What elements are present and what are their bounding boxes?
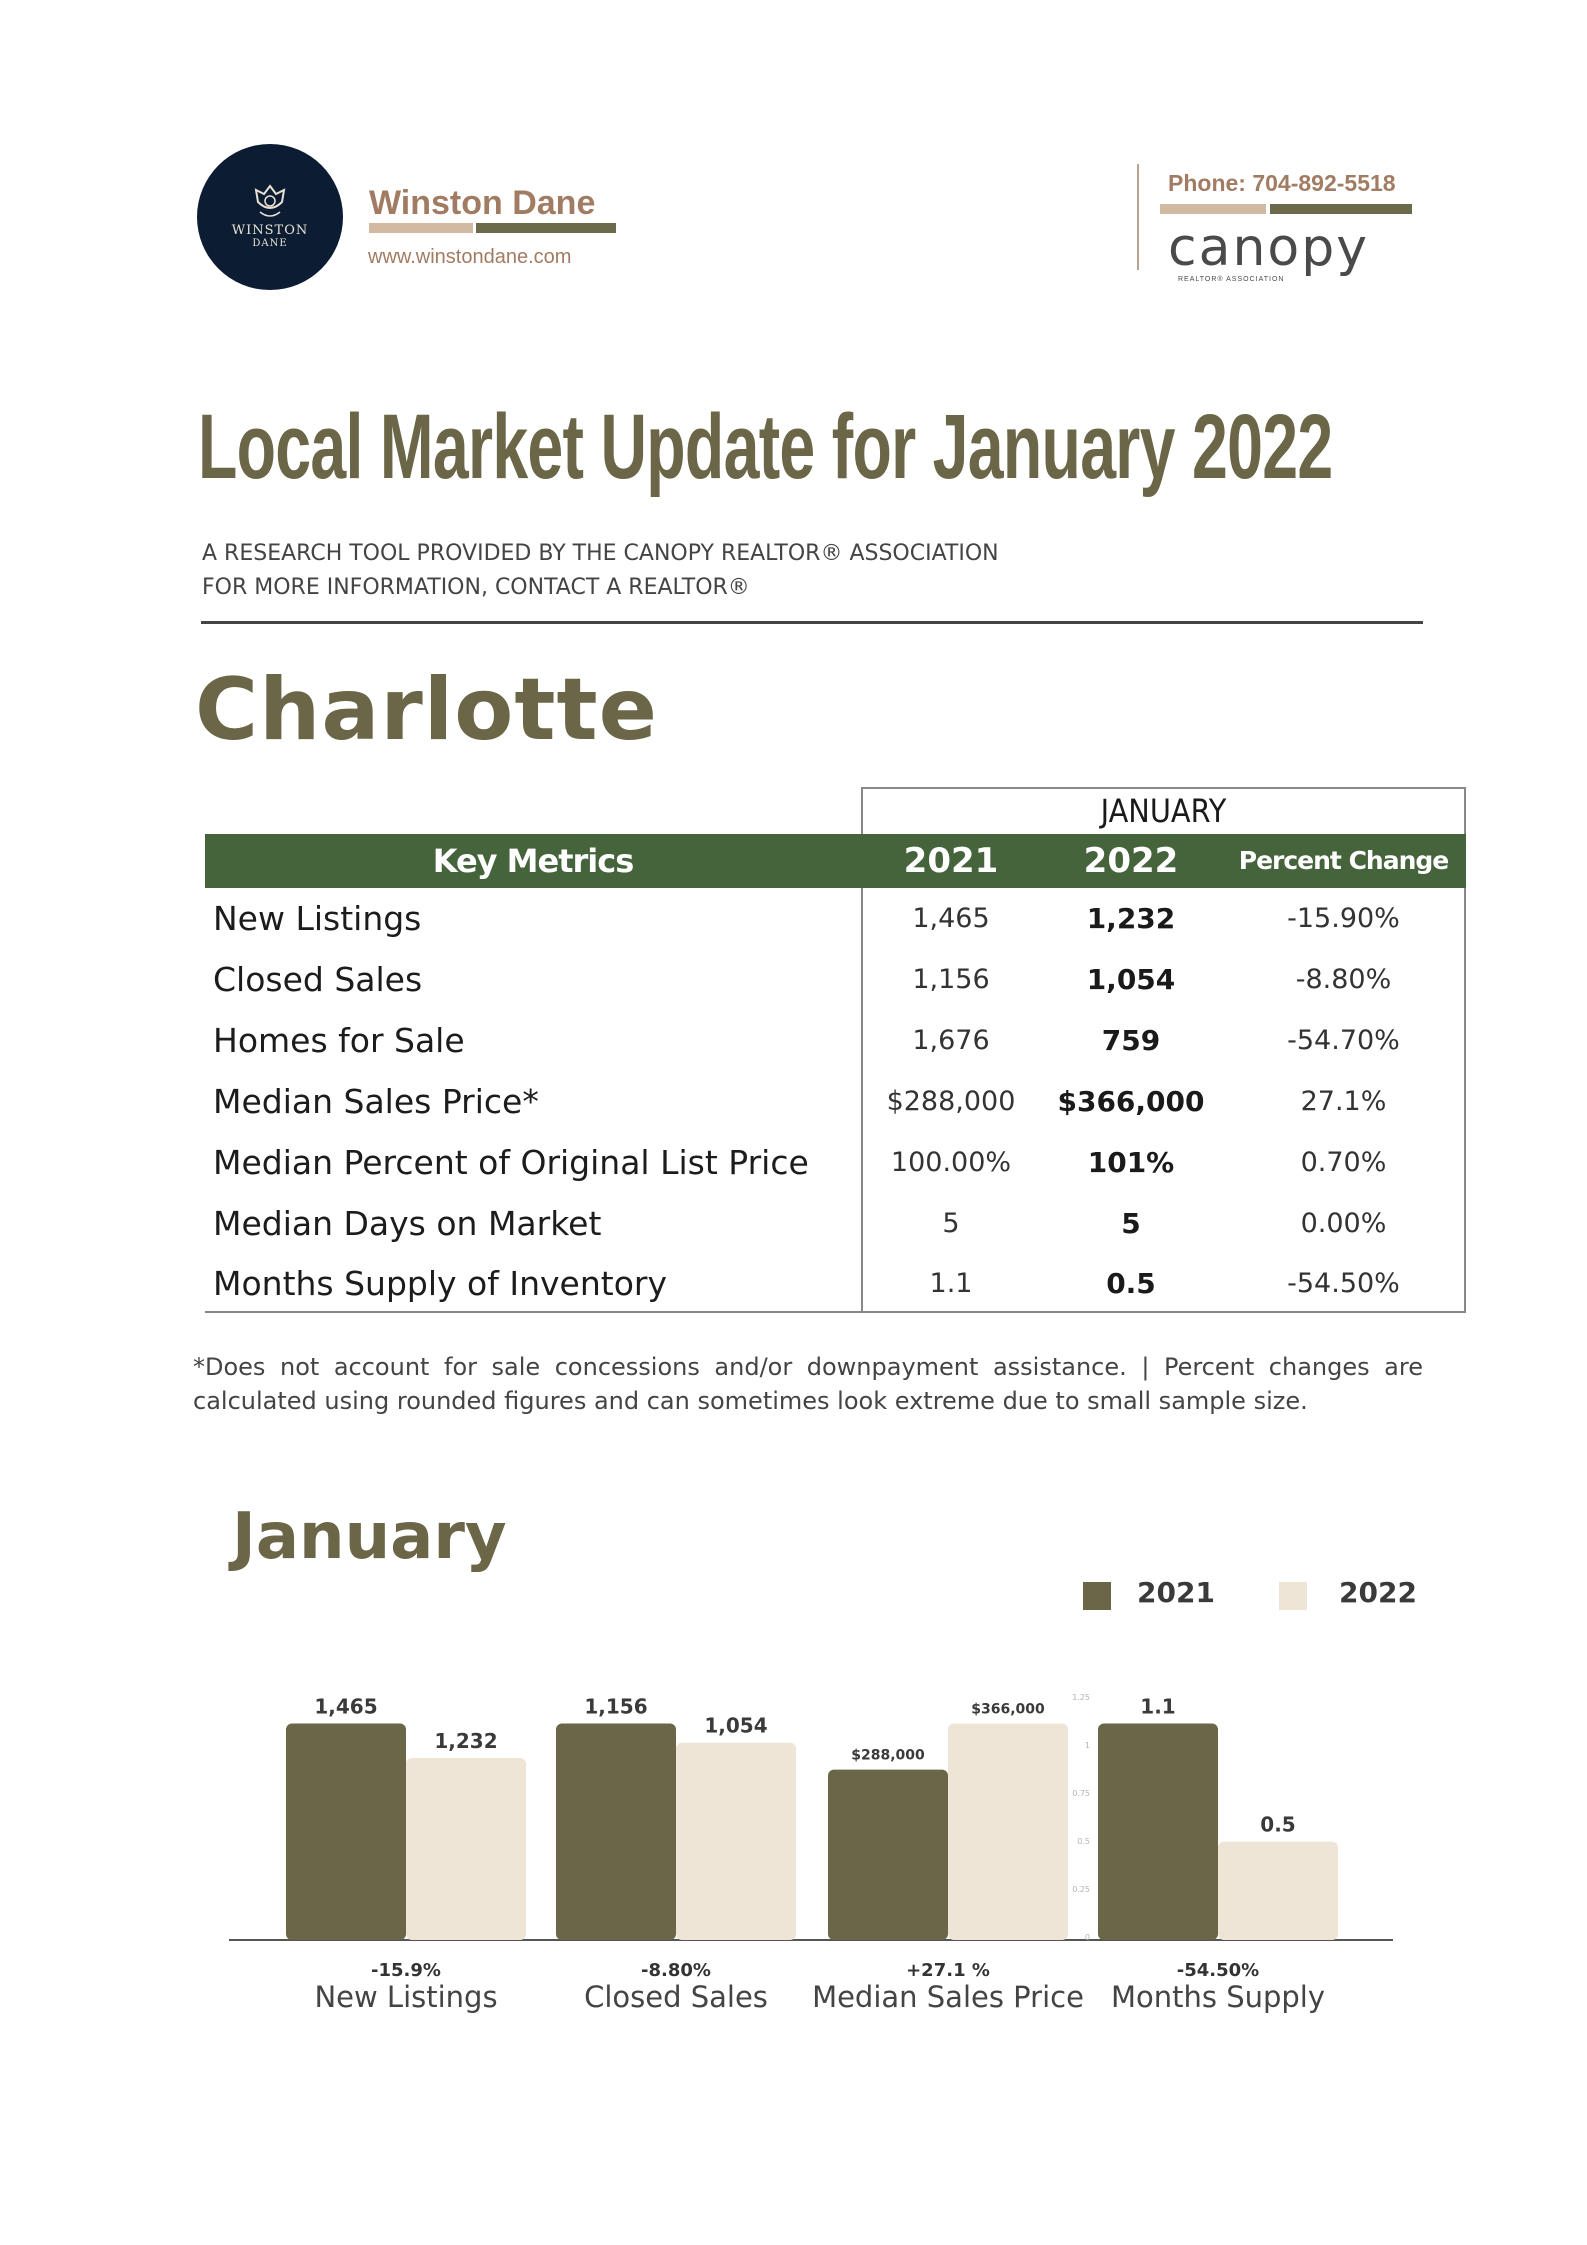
- agent-name: Winston Dane: [369, 184, 596, 222]
- axis-tick-label: 0: [1084, 1933, 1090, 1942]
- column-header-2021: 2021: [903, 841, 999, 881]
- percent-change: 0.00%: [1300, 1208, 1387, 1239]
- chart-title: January: [232, 1500, 507, 1574]
- bar-closed-sales-2022: [676, 1743, 796, 1940]
- percent-change: -8.80%: [1295, 964, 1392, 995]
- percent-change: -54.50%: [1287, 1268, 1400, 1299]
- category-label: New Listings: [314, 1980, 498, 2014]
- bar-median-sales-price-2022: [948, 1724, 1068, 1940]
- metric-label: New Listings: [213, 899, 422, 938]
- value-2022: 0.5: [1106, 1267, 1156, 1300]
- percent-change: 27.1%: [1300, 1086, 1387, 1117]
- footnote: *Does not account for sale concessions and/or downpayment assistance. | Percent changes are calculated using rounded figures and can sometimes look extreme due to small sample size.: [193, 1353, 1423, 1415]
- subtitle-line: A RESEARCH TOOL PROVIDED BY THE CANOPY REALTOR® ASSOCIATION: [202, 541, 999, 566]
- bar-value-label: 1,232: [434, 1728, 498, 1753]
- canopy-logo-word: canopy: [1168, 218, 1370, 278]
- value-2022: 1,232: [1086, 902, 1176, 935]
- bar-new-listings-2021: [286, 1724, 406, 1940]
- value-2021: 5: [942, 1208, 960, 1239]
- phone-number[interactable]: Phone: 704-892-5518: [1168, 170, 1396, 196]
- value-2022: 101%: [1087, 1146, 1175, 1179]
- metric-label: Median Percent of Original List Price: [213, 1143, 809, 1182]
- group-percent-change: +27.1 %: [906, 1960, 990, 1981]
- bar-value-label: 1,465: [314, 1694, 378, 1719]
- value-2021: $288,000: [886, 1086, 1016, 1117]
- metric-label: Median Days on Market: [213, 1204, 602, 1243]
- category-label: Closed Sales: [584, 1980, 768, 2014]
- bar-value-label: $366,000: [971, 1701, 1045, 1718]
- page-title: Local Market Update for January 2022: [198, 396, 1333, 498]
- value-2022: 759: [1101, 1024, 1161, 1057]
- percent-change: -54.70%: [1287, 1025, 1400, 1056]
- logo-text-line1: WINSTON: [231, 223, 309, 238]
- value-2021: 1,465: [912, 903, 990, 934]
- canopy-logo-sub: REALTOR® ASSOCIATION: [1178, 276, 1285, 283]
- bar-value-label: $288,000: [851, 1747, 925, 1764]
- bar-months-supply-2021: [1098, 1724, 1218, 1940]
- percent-change: 0.70%: [1300, 1147, 1387, 1178]
- bar-months-supply-2022: [1218, 1842, 1338, 1940]
- metric-label: Months Supply of Inventory: [213, 1264, 667, 1303]
- bar-new-listings-2022: [406, 1758, 526, 1940]
- group-percent-change: -15.9%: [371, 1960, 441, 1981]
- period-heading: JANUARY: [1100, 792, 1227, 830]
- category-label: Months Supply: [1110, 1980, 1326, 2014]
- axis-tick-label: 0.25: [1072, 1885, 1090, 1894]
- legend-label-2022: 2022: [1339, 1576, 1417, 1609]
- value-2021: 100.00%: [890, 1147, 1012, 1178]
- percent-change: -15.90%: [1287, 903, 1400, 934]
- category-label: Median Sales Price: [812, 1980, 1084, 2014]
- bar-value-label: 1,054: [704, 1713, 768, 1738]
- city-heading: Charlotte: [195, 660, 658, 760]
- metric-label: Closed Sales: [213, 960, 423, 999]
- logo-text-line2: DANE: [252, 238, 288, 249]
- bar-closed-sales-2021: [556, 1724, 676, 1940]
- value-2021: 1,676: [912, 1025, 990, 1056]
- value-2022: 5: [1121, 1207, 1141, 1240]
- bar-median-sales-price-2021: [828, 1770, 948, 1940]
- axis-tick-label: 0.5: [1077, 1837, 1090, 1846]
- axis-tick-label: 1.25: [1072, 1693, 1090, 1702]
- column-header-change: Percent Change: [1238, 846, 1449, 875]
- group-percent-change: -8.80%: [641, 1960, 711, 1981]
- subtitle-line: FOR MORE INFORMATION, CONTACT A REALTOR®: [202, 575, 750, 600]
- metric-label: Median Sales Price*: [213, 1082, 539, 1121]
- group-percent-change: -54.50%: [1176, 1960, 1260, 1981]
- metric-label: Homes for Sale: [213, 1021, 465, 1060]
- axis-tick-label: 1: [1084, 1741, 1090, 1750]
- website-link[interactable]: www.winstondane.com: [368, 246, 572, 268]
- bar-value-label: 1.1: [1140, 1694, 1176, 1719]
- column-header-2022: 2022: [1083, 841, 1179, 881]
- legend-label-2021: 2021: [1137, 1576, 1215, 1609]
- bar-value-label: 1,156: [584, 1694, 648, 1719]
- value-2022: 1,054: [1086, 963, 1176, 996]
- axis-tick-label: 0.75: [1072, 1789, 1090, 1798]
- column-header-metric: Key Metrics: [432, 842, 634, 880]
- bar-value-label: 0.5: [1260, 1812, 1296, 1837]
- value-2022: $366,000: [1057, 1085, 1205, 1118]
- value-2021: 1,156: [912, 964, 990, 995]
- value-2021: 1.1: [929, 1268, 973, 1299]
